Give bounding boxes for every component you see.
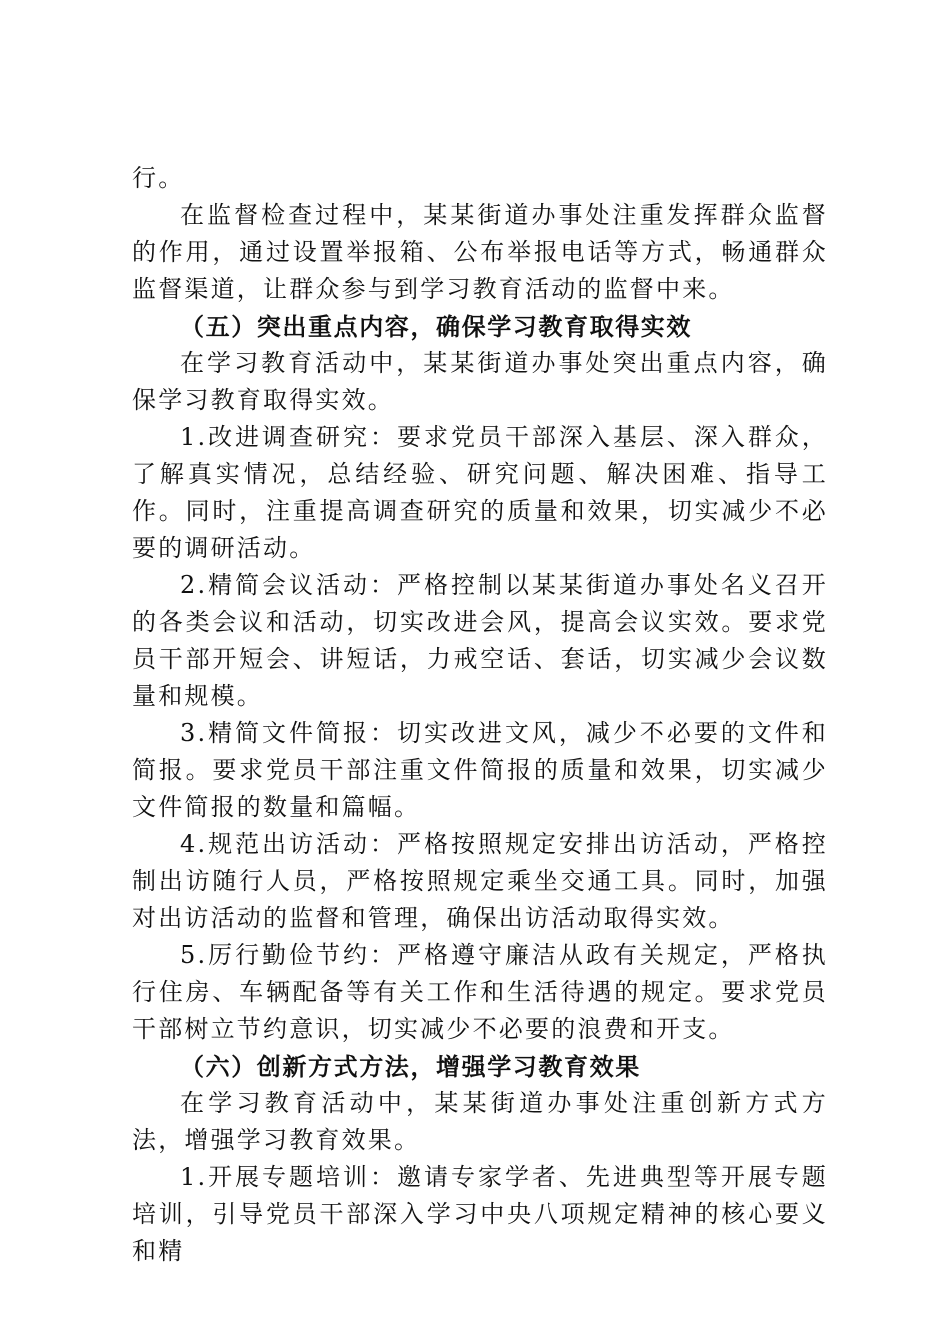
paragraph-item-visits: 4.规范出访活动：严格按照规定安排出访活动，严格控制出访随行人员，严格按照规定乘坐交通工具。同时，加强对出访活动的监督和管理，确保出访活动取得实效。 [132, 830, 828, 932]
section-heading-6: （六）创新方式方法，增强学习教育效果 [180, 1052, 641, 1081]
paragraph-item-frugality: 5.厉行勤俭节约：严格遵守廉洁从政有关规定，严格执行住房、车辆配备等有关工作和生活待遇的规定。要求党员干部树立节约意识，切实减少不必要的浪费和开支。 [132, 941, 828, 1043]
paragraph-section-6-intro: 在学习教育活动中，某某街道办事处注重创新方式方法，增强学习教育效果。 [132, 1089, 828, 1154]
paragraph-item-research: 1.改进调查研究：要求党员干部深入基层、深入群众，了解真实情况，总结经验、研究问题、解决困难、指导工作。同时，注重提高调查研究的质量和效果，切实减少不必要的调研活动。 [132, 423, 828, 562]
paragraph-section-5-intro: 在学习教育活动中，某某街道办事处突出重点内容，确保学习教育取得实效。 [132, 349, 828, 414]
paragraph-item-documents: 3.精简文件简报：切实改进文风，减少不必要的文件和简报。要求党员干部注重文件简报的质量和效果，切实减少文件简报的数量和篇幅。 [132, 719, 828, 821]
document-page [132, 160, 828, 1270]
paragraph-item-meetings: 2.精简会议活动：严格控制以某某街道办事处名义召开的各类会议和活动，切实改进会风，提高会议实效。要求党员干部开短会、讲短话，力戒空话、套话，切实减少会议数量和规模。 [132, 571, 828, 710]
section-heading-5: （五）突出重点内容，确保学习教育取得实效 [180, 312, 692, 341]
paragraph-item-training: 1.开展专题培训：邀请专家学者、先进典型等开展专题培训，引导党员干部深入学习中央八项规定精神的核心要义和精 [132, 1163, 828, 1265]
paragraph-supervision: 在监督检查过程中，某某街道办事处注重发挥群众监督的作用，通过设置举报箱、公布举报电话等方式，畅通群众监督渠道，让群众参与到学习教育活动的监督中来。 [132, 201, 828, 303]
paragraph-continuation: 行。 [132, 164, 185, 192]
